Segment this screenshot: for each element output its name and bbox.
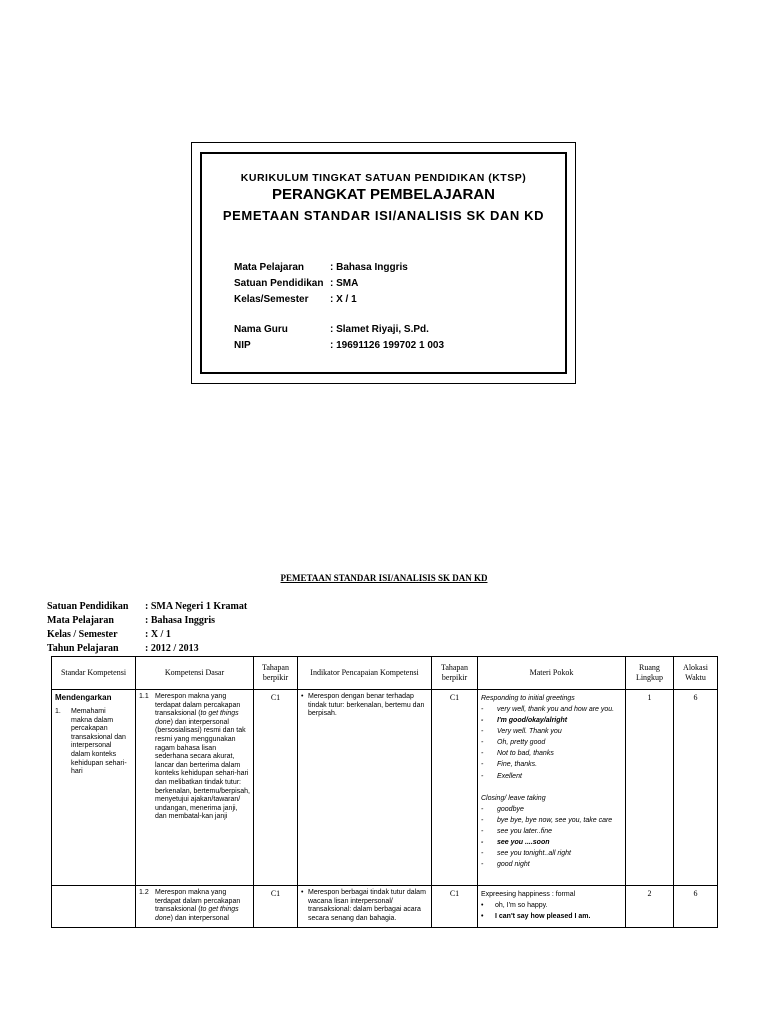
tahapan-cell: C1 — [254, 690, 298, 886]
kd-number: 1.2 — [139, 889, 149, 896]
kd-cell — [136, 886, 254, 928]
materi-list — [481, 704, 622, 782]
kd-number: 1.1 — [139, 693, 149, 700]
sk-heading: Mendengarkan — [55, 693, 112, 702]
header-indikator: Indikator Pencapaian Kompetensi — [298, 657, 432, 690]
table-row — [52, 690, 718, 886]
meta-subject: Mata Pelajaran : Bahasa Inggris — [47, 615, 216, 626]
bullet-icon: • — [301, 889, 304, 896]
header-tahapan-berpikir-2: Tahapan berpikir — [432, 657, 478, 690]
list-item: - very well, thank you and how are you. — [481, 706, 615, 713]
indikator-cell — [298, 690, 432, 886]
cover-inner-border — [200, 152, 567, 374]
cover-curriculum-title: KURIKULUM TINGKAT SATUAN PENDIDIKAN (KTSP) — [240, 172, 527, 184]
materi-cell — [478, 886, 626, 928]
sk-cell — [52, 886, 136, 928]
cover-field-nip: NIP : 19691126 199702 1 003 — [234, 340, 444, 351]
list-item: - Exellent — [481, 772, 522, 780]
alokasi-cell: 6 — [674, 690, 718, 886]
header-materi-pokok: Materi Pokok — [478, 657, 626, 690]
meta-class: Kelas / Semester : X / 1 — [47, 629, 171, 640]
table-row — [52, 886, 718, 928]
cover-subtitle: PEMETAAN STANDAR ISI/ANALISIS SK DAN KD — [222, 208, 545, 223]
bullet-icon: • — [481, 902, 484, 909]
header-ruang-lingkup: Ruang Lingkup — [626, 657, 674, 690]
cover-field-school: Satuan Pendidikan : SMA — [234, 278, 359, 289]
tahapan-cell: C1 — [432, 690, 478, 886]
list-item: - Very well. Thank you — [481, 728, 562, 736]
materi-heading: Responding to initial greetings — [481, 695, 575, 702]
materi-heading: Closing/ leave taking — [481, 794, 546, 802]
tahapan-cell: C1 — [432, 886, 478, 928]
sk-number: 1. — [55, 708, 61, 715]
indikator-text: Merespon berbagai tindak tutur dalam wacana lisan interpersonal/ transaksional: dalam berbagai acara secara senang dan bahagia. — [308, 889, 426, 922]
materi-list — [481, 804, 622, 871]
bullet-icon: • — [481, 913, 484, 920]
header-standar-kompetensi: Standar Kompetensi — [52, 657, 136, 690]
header-tahapan-berpikir-1: Tahapan berpikir — [254, 657, 298, 690]
cover-field-class: Kelas/Semester : X / 1 — [234, 294, 357, 305]
document-title: PEMETAAN STANDAR ISI/ANALISIS SK DAN KD — [280, 573, 488, 583]
kd-text: Merespon makna yang terdapat dalam percakapan transaksional (to get things done) dan interpersonal — [155, 889, 241, 922]
list-item: - good night — [481, 861, 530, 869]
list-item: - Oh, pretty good — [481, 739, 546, 747]
cover-box — [191, 142, 576, 384]
list-item: - see you later..fine — [481, 827, 552, 835]
cover-field-teacher: Nama Guru : Slamet Riyaji, S.Pd. — [234, 324, 429, 335]
table-header-row — [52, 657, 718, 690]
alokasi-cell: 6 — [674, 886, 718, 928]
bullet-icon: • — [301, 693, 304, 700]
sk-cell — [52, 690, 136, 886]
cover-main-title: PERANGKAT PEMBELAJARAN — [271, 186, 496, 203]
ruang-cell: 1 — [626, 690, 674, 886]
meta-year: Tahun Pelajaran : 2012 / 2013 — [47, 643, 199, 654]
cover-field-subject: Mata Pelajaran : Bahasa Inggris — [234, 262, 408, 273]
list-item: - I'm good/okay/alright — [481, 717, 568, 725]
kd-text: Merespon makna yang terdapat dalam percakapan transaksional (to get things done) dan interpersonal (bersosialisasi) resmi dan tak resmi yang menggunakan ragam bahasa lisan sederhana secara akurat, lancar dan berterima dalam konteks kehidupan sehari-hari dan melibatkan tindak tutur: berkenalan, bertemu/berpisah, menyetujui ajakan/tawaran/ undangan, menerima janji, dan membatal-kan janji — [155, 693, 250, 821]
tahapan-cell: C1 — [254, 886, 298, 928]
list-item: • oh, I'm so happy. — [481, 902, 548, 909]
indikator-cell — [298, 886, 432, 928]
list-item: - see you tonight..all right — [481, 850, 571, 858]
sk-text: Memahami makna dalam percakapan transaksional dan interpersonal dalam konteks kehidupan sehari-hari — [71, 708, 127, 776]
ruang-cell: 2 — [626, 886, 674, 928]
list-item: • I can't say how pleased I am. — [481, 913, 591, 920]
list-item: - Not to bad, thanks — [481, 750, 554, 758]
materi-cell — [478, 690, 626, 886]
header-alokasi-waktu: Alokasi Waktu — [674, 657, 718, 690]
kd-cell — [136, 690, 254, 886]
list-item: - goodbye — [481, 805, 524, 813]
meta-school: Satuan Pendidikan : SMA Negeri 1 Kramat — [47, 601, 248, 612]
mapping-table — [51, 656, 718, 928]
indikator-text: Merespon dengan benar terhadap tindak tutur: berkenalan, bertemu dan berpisah. — [308, 693, 425, 718]
materi-heading: Expreesing happiness : formal — [481, 891, 576, 898]
list-item: - see you ....soon — [481, 838, 550, 846]
list-item: - Fine, thanks. — [481, 761, 538, 769]
list-item: - bye bye, bye now, see you, take care — [481, 816, 613, 824]
header-kompetensi-dasar: Kompetensi Dasar — [136, 657, 254, 690]
